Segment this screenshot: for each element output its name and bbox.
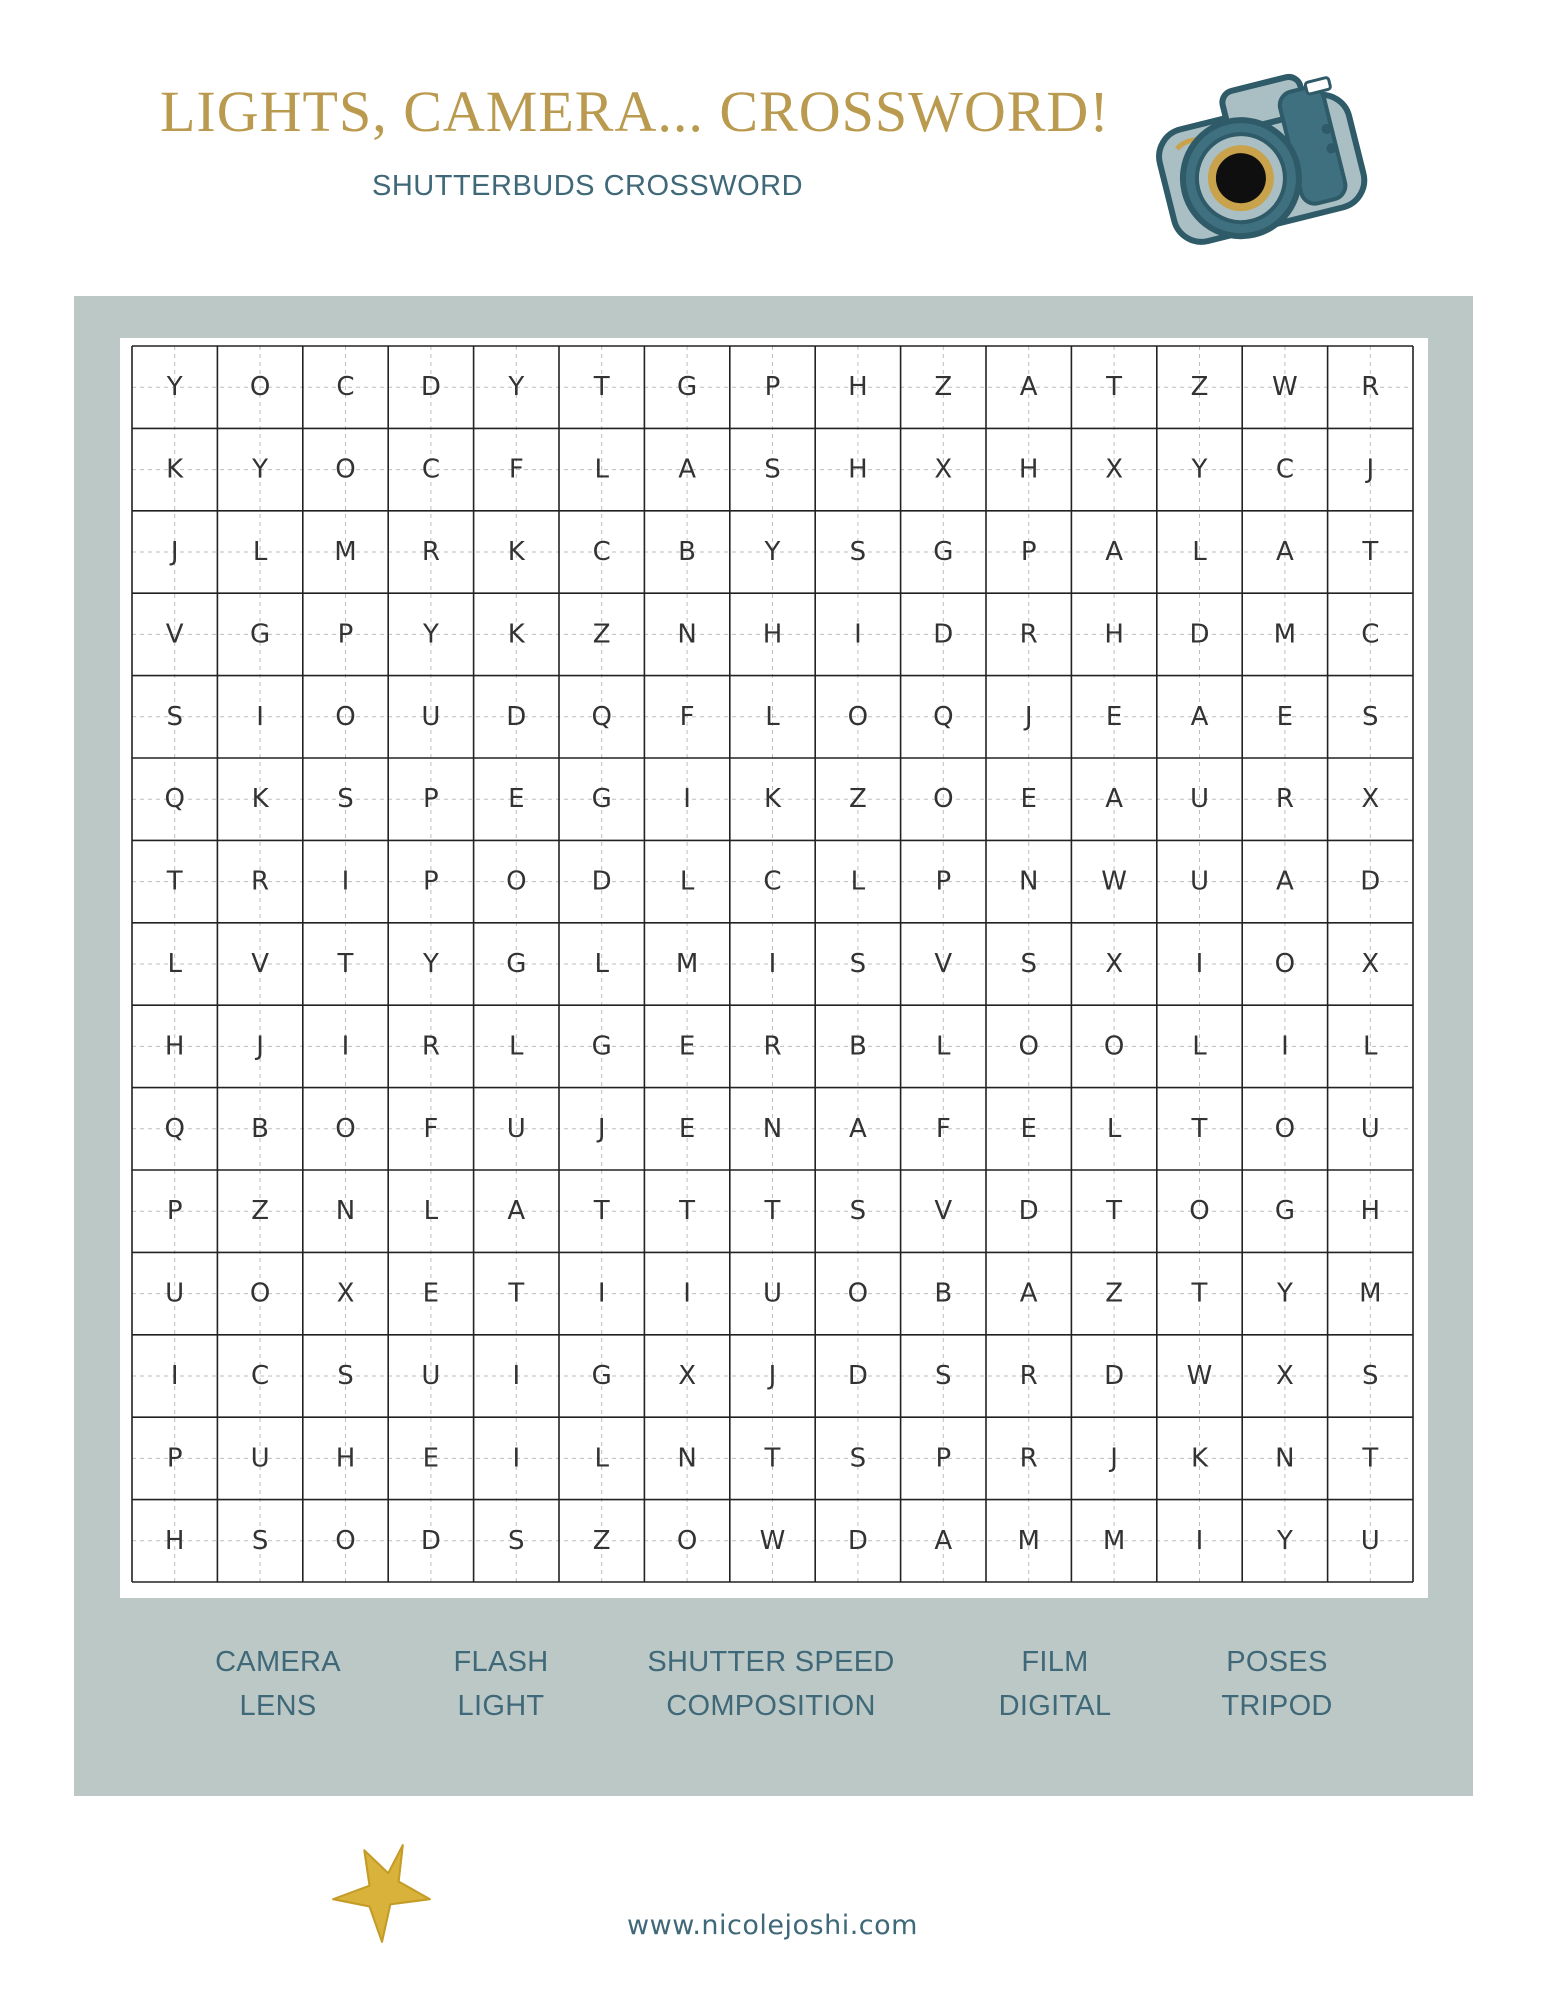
grid-letter[interactable]: X <box>934 454 953 485</box>
grid-letter[interactable]: O <box>1189 1196 1210 1227</box>
grid-letter[interactable]: E <box>422 1443 440 1474</box>
grid-letter[interactable]: T <box>337 949 354 979</box>
grid-letter[interactable]: L <box>167 949 182 979</box>
camera-illustration <box>1140 52 1370 252</box>
page-title: LIGHTS, CAMERA... CROSSWORD! <box>160 79 1110 144</box>
grid-letter[interactable]: X <box>336 1278 355 1309</box>
grid-letter[interactable]: R <box>421 537 440 567</box>
grid-letter[interactable]: G <box>506 949 527 979</box>
grid-letter[interactable]: E <box>1276 701 1294 732</box>
grid-letter[interactable]: C <box>1361 619 1380 650</box>
grid-letter[interactable]: I <box>512 1443 521 1474</box>
grid-letter[interactable]: I <box>170 1361 179 1391</box>
grid-letter[interactable]: S <box>337 784 354 815</box>
grid-letter[interactable]: Z <box>251 1196 270 1227</box>
grid-letter[interactable]: D <box>1189 619 1210 650</box>
word-bank-item: TRIPOD <box>1221 1690 1333 1722</box>
grid-letter[interactable]: B <box>848 1031 867 1062</box>
grid-letter[interactable]: Z <box>1105 1278 1124 1309</box>
grid-letter[interactable]: L <box>594 1443 609 1474</box>
grid-letter[interactable]: C <box>1275 454 1294 485</box>
grid-letter[interactable]: O <box>933 784 954 815</box>
grid-letter[interactable]: Y <box>1276 1525 1293 1556</box>
grid-letter[interactable]: I <box>1195 949 1204 979</box>
grid-letter[interactable]: N <box>677 619 697 650</box>
grid-letter[interactable]: V <box>251 949 269 979</box>
grid-letter[interactable]: N <box>335 1196 356 1227</box>
grid-letter[interactable]: A <box>1105 784 1123 815</box>
grid-letter[interactable]: Z <box>848 784 867 815</box>
word-bank-item: COMPOSITION <box>666 1690 876 1722</box>
website-link[interactable]: www.nicolejoshi.com <box>627 1910 918 1941</box>
grid-letter[interactable]: O <box>1103 1031 1125 1062</box>
grid-letter[interactable]: A <box>849 1113 867 1144</box>
grid-letter[interactable]: C <box>421 454 440 485</box>
grid-letter[interactable]: W <box>1186 1361 1213 1391</box>
word-bank-item: FILM <box>1021 1646 1089 1678</box>
grid-letter[interactable]: L <box>252 537 268 567</box>
grid-letter[interactable]: A <box>1105 537 1123 567</box>
grid-letter[interactable]: A <box>1276 537 1294 567</box>
grid-letter[interactable]: S <box>1020 949 1037 979</box>
grid-letter[interactable]: E <box>508 784 525 815</box>
grid-letter[interactable]: T <box>593 372 610 403</box>
grid-letter[interactable]: Q <box>933 701 954 732</box>
grid-letter[interactable]: Q <box>591 701 612 732</box>
grid-letter[interactable]: L <box>936 1031 951 1062</box>
grid-letter[interactable]: P <box>1020 537 1037 567</box>
grid-letter[interactable]: H <box>1018 454 1039 485</box>
word-bank-item: DIGITAL <box>998 1690 1112 1722</box>
grid-letter[interactable]: Y <box>422 619 439 650</box>
grid-letter[interactable]: D <box>506 701 527 732</box>
grid-letter[interactable]: A <box>1276 866 1294 897</box>
grid-letter[interactable]: R <box>1275 784 1294 815</box>
grid-letter[interactable]: P <box>423 784 439 815</box>
grid-letter[interactable]: X <box>1105 949 1124 979</box>
grid-letter[interactable]: A <box>678 454 696 485</box>
grid-letter[interactable]: A <box>934 1525 953 1556</box>
grid-letter[interactable]: S <box>849 949 867 979</box>
grid-letter[interactable]: T <box>1191 1113 1208 1144</box>
grid-letter[interactable]: I <box>512 1361 521 1391</box>
grid-letter[interactable]: E <box>678 1031 696 1062</box>
grid-letter[interactable]: J <box>1366 454 1375 485</box>
grid-letter[interactable]: R <box>1019 1443 1038 1474</box>
grid-letter[interactable]: C <box>251 1361 270 1391</box>
page-subtitle: SHUTTERBUDS CROSSWORD <box>372 170 804 202</box>
grid-letter[interactable]: T <box>1362 1443 1379 1474</box>
grid-letter[interactable]: R <box>1019 1361 1038 1391</box>
grid-letter[interactable]: U <box>165 1278 185 1309</box>
grid-letter[interactable]: A <box>507 1196 526 1227</box>
grid-letter[interactable]: T <box>1106 1196 1123 1227</box>
grid-letter[interactable]: D <box>933 619 954 650</box>
grid-letter[interactable]: I <box>683 784 691 815</box>
grid-letter[interactable]: Y <box>1276 1278 1293 1309</box>
grid-letter[interactable]: M <box>1017 1525 1040 1556</box>
grid-letter[interactable]: P <box>337 619 354 650</box>
grid-letter[interactable]: L <box>1363 1031 1378 1062</box>
grid-letter[interactable]: Q <box>164 784 185 815</box>
grid-letter[interactable]: W <box>1272 372 1298 403</box>
grid-letter[interactable]: O <box>249 372 271 403</box>
grid-letter[interactable]: T <box>764 1196 781 1227</box>
word-bank-item: POSES <box>1226 1646 1328 1678</box>
grid-letter[interactable]: I <box>597 1278 606 1309</box>
grid-letter[interactable]: M <box>675 949 699 979</box>
grid-letter[interactable]: H <box>1360 1196 1381 1227</box>
grid-letter[interactable]: A <box>1190 701 1209 732</box>
grid-letter[interactable]: L <box>1192 1031 1207 1062</box>
grid-letter[interactable]: T <box>166 866 183 897</box>
grid-letter[interactable]: Z <box>1190 372 1209 403</box>
grid-letter[interactable]: S <box>849 1196 867 1227</box>
grid-letter[interactable]: B <box>934 1278 953 1309</box>
grid-letter[interactable]: T <box>508 1278 525 1309</box>
grid-letter[interactable]: S <box>1362 1361 1379 1391</box>
grid-letter[interactable]: T <box>1106 372 1123 403</box>
grid-letter[interactable]: T <box>679 1196 696 1227</box>
grid-letter[interactable]: V <box>934 949 953 979</box>
grid-letter[interactable]: B <box>251 1113 270 1144</box>
grid-letter[interactable]: E <box>1020 784 1037 815</box>
grid-letter[interactable]: D <box>420 1525 441 1556</box>
grid-letter[interactable]: K <box>1190 1443 1209 1474</box>
grid-letter[interactable]: U <box>421 701 441 732</box>
grid-letter[interactable]: X <box>678 1361 697 1391</box>
grid-letter[interactable]: P <box>764 372 781 403</box>
grid-letter[interactable]: J <box>1024 701 1033 732</box>
grid-letter[interactable]: U <box>250 1443 270 1474</box>
grid-letter[interactable]: Q <box>164 1113 185 1144</box>
grid-letter[interactable]: U <box>1189 866 1210 897</box>
grid-letter[interactable]: X <box>1105 454 1124 485</box>
grid-letter[interactable]: Z <box>592 1525 611 1556</box>
word-bank <box>74 1640 1473 1760</box>
grid-letter[interactable]: C <box>336 372 355 403</box>
grid-letter[interactable]: J <box>1110 1443 1118 1474</box>
grid-letter[interactable]: I <box>768 949 777 979</box>
grid-letter[interactable]: H <box>762 619 783 650</box>
grid-letter[interactable]: E <box>1105 701 1123 732</box>
grid-letter[interactable]: V <box>934 1196 953 1227</box>
grid-letter[interactable]: S <box>849 537 867 567</box>
grid-letter[interactable]: I <box>683 1278 691 1309</box>
grid-letter[interactable]: R <box>421 1031 440 1062</box>
grid-letter[interactable]: G <box>677 372 698 403</box>
grid-letter[interactable]: M <box>1359 1278 1382 1309</box>
grid-letter[interactable]: C <box>763 866 782 897</box>
grid-letter[interactable]: L <box>509 1031 524 1062</box>
grid-letter[interactable]: O <box>1274 1113 1296 1144</box>
grid-letter[interactable]: Y <box>508 372 525 403</box>
grid-letter[interactable]: W <box>1101 866 1127 897</box>
grid-letter[interactable]: L <box>1192 537 1207 567</box>
grid-letter[interactable]: N <box>762 1113 783 1144</box>
grid-letter[interactable]: Y <box>764 537 781 567</box>
grid-letter[interactable]: J <box>768 1361 777 1391</box>
grid-letter[interactable]: Z <box>592 619 611 650</box>
grid-letter[interactable]: O <box>506 866 527 897</box>
grid-letter[interactable]: U <box>421 1361 441 1391</box>
grid-letter[interactable]: P <box>423 866 439 897</box>
grid-letter[interactable]: M <box>1273 619 1297 650</box>
grid-letter[interactable]: K <box>166 454 184 485</box>
grid-letter[interactable]: F <box>679 701 695 732</box>
grid-letter[interactable]: D <box>420 372 441 403</box>
grid-letter[interactable]: L <box>594 454 609 485</box>
grid-letter[interactable]: B <box>678 537 697 567</box>
grid-letter[interactable]: S <box>935 1361 952 1391</box>
word-bank-item: CAMERA <box>215 1646 341 1678</box>
grid-letter[interactable]: F <box>423 1113 439 1144</box>
grid-letter[interactable]: T <box>593 1196 610 1227</box>
grid-letter[interactable]: I <box>341 866 350 897</box>
grid-letter[interactable]: M <box>334 537 357 567</box>
grid-letter[interactable]: H <box>1104 619 1124 650</box>
grid-letter[interactable]: S <box>849 1443 867 1474</box>
grid-letter[interactable]: K <box>507 537 525 567</box>
grid-letter[interactable]: Y <box>166 372 183 403</box>
grid-letter[interactable]: U <box>1360 1525 1380 1556</box>
grid-letter[interactable]: R <box>251 866 270 897</box>
word-bank-item: LIGHT <box>457 1690 545 1722</box>
grid-letter[interactable]: H <box>335 1443 356 1474</box>
word-search-grid <box>120 338 1428 1598</box>
grid-letter[interactable]: Y <box>422 949 439 979</box>
grid-letter[interactable]: K <box>251 784 269 815</box>
word-bank-item: FLASH <box>453 1646 549 1678</box>
grid-letter[interactable]: T <box>1362 537 1379 567</box>
grid-letter[interactable]: E <box>678 1113 696 1144</box>
grid-letter[interactable]: J <box>597 1113 606 1144</box>
grid-letter[interactable]: O <box>335 1525 356 1556</box>
grid-letter[interactable]: X <box>1275 1361 1294 1391</box>
grid-letter[interactable]: G <box>591 1031 612 1062</box>
grid-letter[interactable]: L <box>1106 1113 1122 1144</box>
grid-letter[interactable]: Z <box>934 372 953 403</box>
grid-letter[interactable]: F <box>935 1113 951 1144</box>
grid-letter[interactable]: D <box>847 1361 868 1391</box>
grid-letter[interactable]: Y <box>252 454 269 485</box>
grid-letter[interactable]: D <box>591 866 612 897</box>
grid-letter[interactable]: S <box>508 1525 525 1556</box>
grid-letter[interactable]: P <box>166 1196 183 1227</box>
grid-letter[interactable]: Y <box>1191 454 1208 485</box>
grid-letter[interactable]: S <box>166 701 183 732</box>
grid-letter[interactable]: H <box>848 372 868 403</box>
grid-letter[interactable]: D <box>1104 1361 1125 1391</box>
grid-letter[interactable]: K <box>507 619 525 650</box>
grid-letter[interactable]: O <box>676 1525 698 1556</box>
grid-letter[interactable]: S <box>764 454 781 485</box>
grid-letter[interactable]: O <box>847 1278 869 1309</box>
grid-letter[interactable]: K <box>763 784 782 815</box>
grid-letter[interactable]: O <box>1274 949 1296 979</box>
grid-letter[interactable]: W <box>759 1525 786 1556</box>
grid-letter[interactable]: P <box>935 1443 952 1474</box>
grid-letter[interactable]: S <box>251 1525 269 1556</box>
grid-letter[interactable]: V <box>165 619 184 650</box>
grid-letter[interactable]: E <box>422 1278 440 1309</box>
grid-letter[interactable]: H <box>848 454 868 485</box>
grid-letter[interactable]: M <box>1102 1525 1126 1556</box>
grid-letter[interactable]: L <box>765 701 780 732</box>
grid-letter[interactable]: I <box>341 1031 350 1062</box>
grid-letter[interactable]: J <box>170 537 179 567</box>
grid-letter[interactable]: G <box>1274 1196 1295 1227</box>
grid-letter[interactable]: R <box>763 1031 782 1062</box>
grid-letter[interactable]: R <box>1361 372 1380 403</box>
grid-letter[interactable]: I <box>1195 1525 1204 1556</box>
grid-letter[interactable]: P <box>166 1443 183 1474</box>
grid-letter[interactable]: T <box>764 1443 781 1474</box>
grid-letter[interactable]: H <box>164 1525 185 1556</box>
grid-letter[interactable]: G <box>591 784 612 815</box>
grid-letter[interactable]: U <box>1360 1113 1380 1144</box>
grid-letter[interactable]: X <box>1361 784 1380 815</box>
grid-letter[interactable]: O <box>335 1113 356 1144</box>
grid-letter[interactable]: O <box>335 701 356 732</box>
grid-letter[interactable]: O <box>847 701 869 732</box>
grid-letter[interactable]: N <box>1275 1443 1295 1474</box>
grid-letter[interactable]: X <box>1361 949 1380 979</box>
grid-letter[interactable]: G <box>591 1361 612 1391</box>
grid-letter[interactable]: E <box>1020 1113 1037 1144</box>
grid-letter[interactable]: L <box>594 949 609 979</box>
grid-letter[interactable]: I <box>1281 1031 1289 1062</box>
grid-letter[interactable]: P <box>935 866 952 897</box>
grid-letter[interactable]: O <box>335 454 356 485</box>
word-bank-item: LENS <box>239 1690 317 1722</box>
grid-letter[interactable]: S <box>1362 701 1379 732</box>
grid-letter[interactable]: L <box>679 866 695 897</box>
grid-letter[interactable]: U <box>506 1113 526 1144</box>
grid-letter[interactable]: L <box>423 1196 439 1227</box>
grid-letter[interactable]: D <box>1360 866 1381 897</box>
grid-letter[interactable]: A <box>1019 372 1038 403</box>
grid-letter[interactable]: N <box>677 1443 697 1474</box>
grid-letter[interactable]: D <box>1018 1196 1039 1227</box>
grid-letter[interactable]: S <box>337 1361 354 1391</box>
grid-letter[interactable]: N <box>1018 866 1039 897</box>
word-bank-item: SHUTTER SPEED <box>647 1646 895 1678</box>
grid-letter[interactable]: T <box>1191 1278 1208 1309</box>
grid-letter[interactable]: I <box>854 619 862 650</box>
grid-letter[interactable]: G <box>250 619 271 650</box>
grid-letter[interactable]: U <box>1189 784 1210 815</box>
grid-letter[interactable]: C <box>592 537 611 567</box>
grid-letter[interactable]: D <box>847 1525 868 1556</box>
grid-letter[interactable]: A <box>1019 1278 1038 1309</box>
grid-letter[interactable]: J <box>256 1031 264 1062</box>
grid-letter[interactable]: H <box>164 1031 185 1062</box>
grid-letter[interactable]: L <box>850 866 866 897</box>
grid-letter[interactable]: U <box>762 1278 783 1309</box>
grid-letter[interactable]: O <box>1018 1031 1039 1062</box>
grid-letter[interactable]: I <box>256 701 264 732</box>
grid-letter[interactable]: R <box>1019 619 1038 650</box>
grid-letter[interactable]: F <box>508 454 524 485</box>
grid-letter[interactable]: G <box>933 537 954 567</box>
grid-letter[interactable]: O <box>249 1278 271 1309</box>
